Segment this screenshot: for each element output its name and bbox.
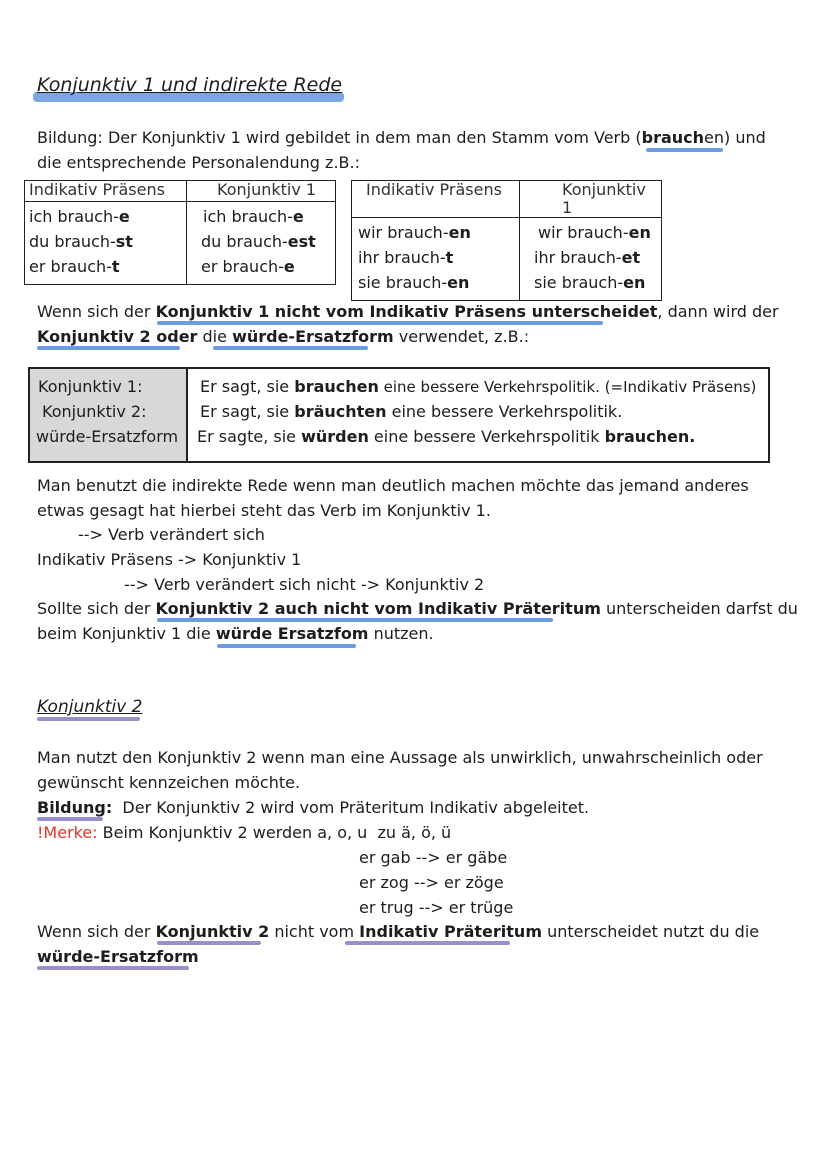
- text: ihr brauch-: [534, 248, 622, 267]
- text: du brauch-: [201, 232, 288, 251]
- stem-bold: brauch: [641, 128, 705, 147]
- section-2-title: Konjunktiv 2: [37, 697, 143, 717]
- text: Wenn sich der: [37, 922, 156, 941]
- text: sie brauch-: [534, 273, 624, 292]
- section-1-title: Konjunktiv 1 und indirekte Rede: [37, 74, 343, 96]
- konjunktiv-cell: [520, 218, 662, 301]
- example-konjunktiv-2: [200, 400, 622, 424]
- text: wir brauch-: [358, 223, 449, 242]
- text: Der Konjunktiv 2 wird vom Präteritum Indikativ abgeleitet.: [112, 798, 590, 817]
- ending: t: [111, 257, 120, 276]
- verb: bräuchten: [294, 402, 387, 421]
- example-wuerde: [197, 425, 695, 449]
- text: ich brauch-: [203, 207, 293, 226]
- last-underline: [345, 941, 510, 945]
- example-2: er zog --> er zöge: [359, 873, 504, 892]
- comparison-box: [28, 367, 770, 463]
- indikativ-cell: [25, 202, 187, 285]
- table-header: Konjunktiv 1: [187, 181, 336, 202]
- intro-line-2: die entsprechende Personalendung z.B.:: [37, 153, 360, 172]
- example-3: er trug --> er trüge: [359, 898, 514, 917]
- bildung-label: Bildung:: [37, 798, 113, 817]
- ending: en: [447, 273, 470, 292]
- s2-bildung: [37, 796, 589, 820]
- example-konjunktiv-1: [200, 375, 756, 399]
- s2-merke: [37, 821, 451, 845]
- text: verwendet, z.B.:: [393, 327, 530, 346]
- ending: en: [623, 273, 646, 292]
- text: Er sagt, sie: [200, 377, 295, 396]
- text: nutzen.: [368, 624, 434, 643]
- text: en) und: [704, 128, 766, 147]
- ending: t: [445, 248, 454, 267]
- merke-label: !Merke:: [37, 823, 98, 842]
- verb: brauchen.: [604, 427, 696, 446]
- para-line-7: [37, 622, 434, 646]
- verb: brauchen: [294, 377, 379, 396]
- text: Wenn sich der: [37, 302, 156, 321]
- rule-underline: [37, 346, 180, 350]
- text: eine bessere Verkehrspolitik. (=Indikativ Präsens): [378, 378, 757, 396]
- para-line-4: Indikativ Präsens -> Konjunktiv 1: [37, 550, 302, 569]
- text: ich brauch-: [29, 207, 119, 226]
- highlight-text: Konjunktiv 2 auch nicht vom Indikativ Präteritum: [155, 599, 601, 618]
- label-konjunktiv-1: Konjunktiv 1:: [38, 377, 143, 396]
- text: er brauch-: [201, 257, 284, 276]
- rule-highlight-text: Konjunktiv 1 nicht vom Indikativ Präsens unterscheidet: [155, 302, 658, 321]
- para-line-1: Man benutzt die indirekte Rede wenn man deutlich machen möchte das jemand anderes: [37, 476, 749, 495]
- s2-line-2: gewünscht kennzeichen möchte.: [37, 773, 301, 792]
- text: nicht vom: [269, 922, 360, 941]
- ending: st: [115, 232, 133, 251]
- para-line-5: --> Verb verändert sich nicht -> Konjunktiv 2: [124, 575, 485, 594]
- ending: e: [283, 257, 295, 276]
- highlight-text: würde Ersatzfom: [215, 624, 369, 643]
- example-1: er gab --> er gäbe: [359, 848, 508, 867]
- konjunktiv-cell: [187, 202, 336, 285]
- highlight-text: Indikativ Präteritum: [359, 922, 542, 941]
- title-2-underline: [37, 717, 140, 721]
- text: du brauch-: [29, 232, 116, 251]
- rule-highlight-text: Konjunktiv 2 oder: [37, 327, 198, 346]
- para-line-3: --> Verb verändert sich: [78, 525, 265, 544]
- text: Beim Konjunktiv 2 werden a, o, u zu ä, ö, ü: [97, 823, 452, 842]
- conjugation-table-singular: [24, 180, 336, 285]
- ending: e: [118, 207, 130, 226]
- indikativ-cell: [352, 218, 520, 301]
- text: wir brauch-: [538, 223, 629, 242]
- label-wuerde: würde-Ersatzform: [36, 427, 179, 446]
- para-underline: [217, 644, 356, 648]
- table-header: Indikativ Präsens: [25, 181, 187, 202]
- ending: en: [448, 223, 471, 242]
- highlight-text: würde-Ersatzform: [37, 947, 199, 966]
- text: eine bessere Verkehrspolitik: [368, 427, 605, 446]
- text: er brauch-: [29, 257, 112, 276]
- text: unterscheiden darfst du: [600, 599, 798, 618]
- rule-underline: [213, 346, 368, 350]
- highlight-text: Konjunktiv 2: [155, 922, 270, 941]
- last-underline: [37, 966, 189, 970]
- label-konjunktiv-2: Konjunktiv 2:: [42, 402, 147, 421]
- text: ihr brauch-: [358, 248, 446, 267]
- ending: et: [621, 248, 641, 267]
- text: Er sagte, sie: [197, 427, 302, 446]
- s2-line-1: Man nutzt den Konjunktiv 2 wenn man eine Aussage als unwirklich, unwahrscheinlich oder: [37, 748, 763, 767]
- ending: en: [628, 223, 651, 242]
- stem-underline: [646, 148, 723, 152]
- intro-line-1: [37, 126, 766, 150]
- text: beim Konjunktiv 1 die: [37, 624, 216, 643]
- text: Sollte sich der: [37, 599, 156, 618]
- text: eine bessere Verkehrspolitik.: [386, 402, 623, 421]
- table-header: Konjunktiv 1: [520, 181, 662, 218]
- rule-highlight-text: würde-Ersatzform: [232, 327, 394, 346]
- text: sie brauch-: [358, 273, 448, 292]
- conjugation-table-plural: [351, 180, 662, 301]
- verb: würden: [301, 427, 369, 446]
- text: unterscheidet nutzt du die: [542, 922, 760, 941]
- text: , dann wird der: [657, 302, 779, 321]
- text: Er sagt, sie: [200, 402, 295, 421]
- ending: e: [292, 207, 304, 226]
- text: die: [197, 327, 233, 346]
- para-line-2: etwas gesagt hat hierbei steht das Verb im Konjunktiv 1.: [37, 501, 491, 520]
- ending: est: [287, 232, 316, 251]
- table-header: Indikativ Präsens: [352, 181, 520, 218]
- text: Bildung: Der Konjunktiv 1 wird gebildet in dem man den Stamm vom Verb (: [37, 128, 642, 147]
